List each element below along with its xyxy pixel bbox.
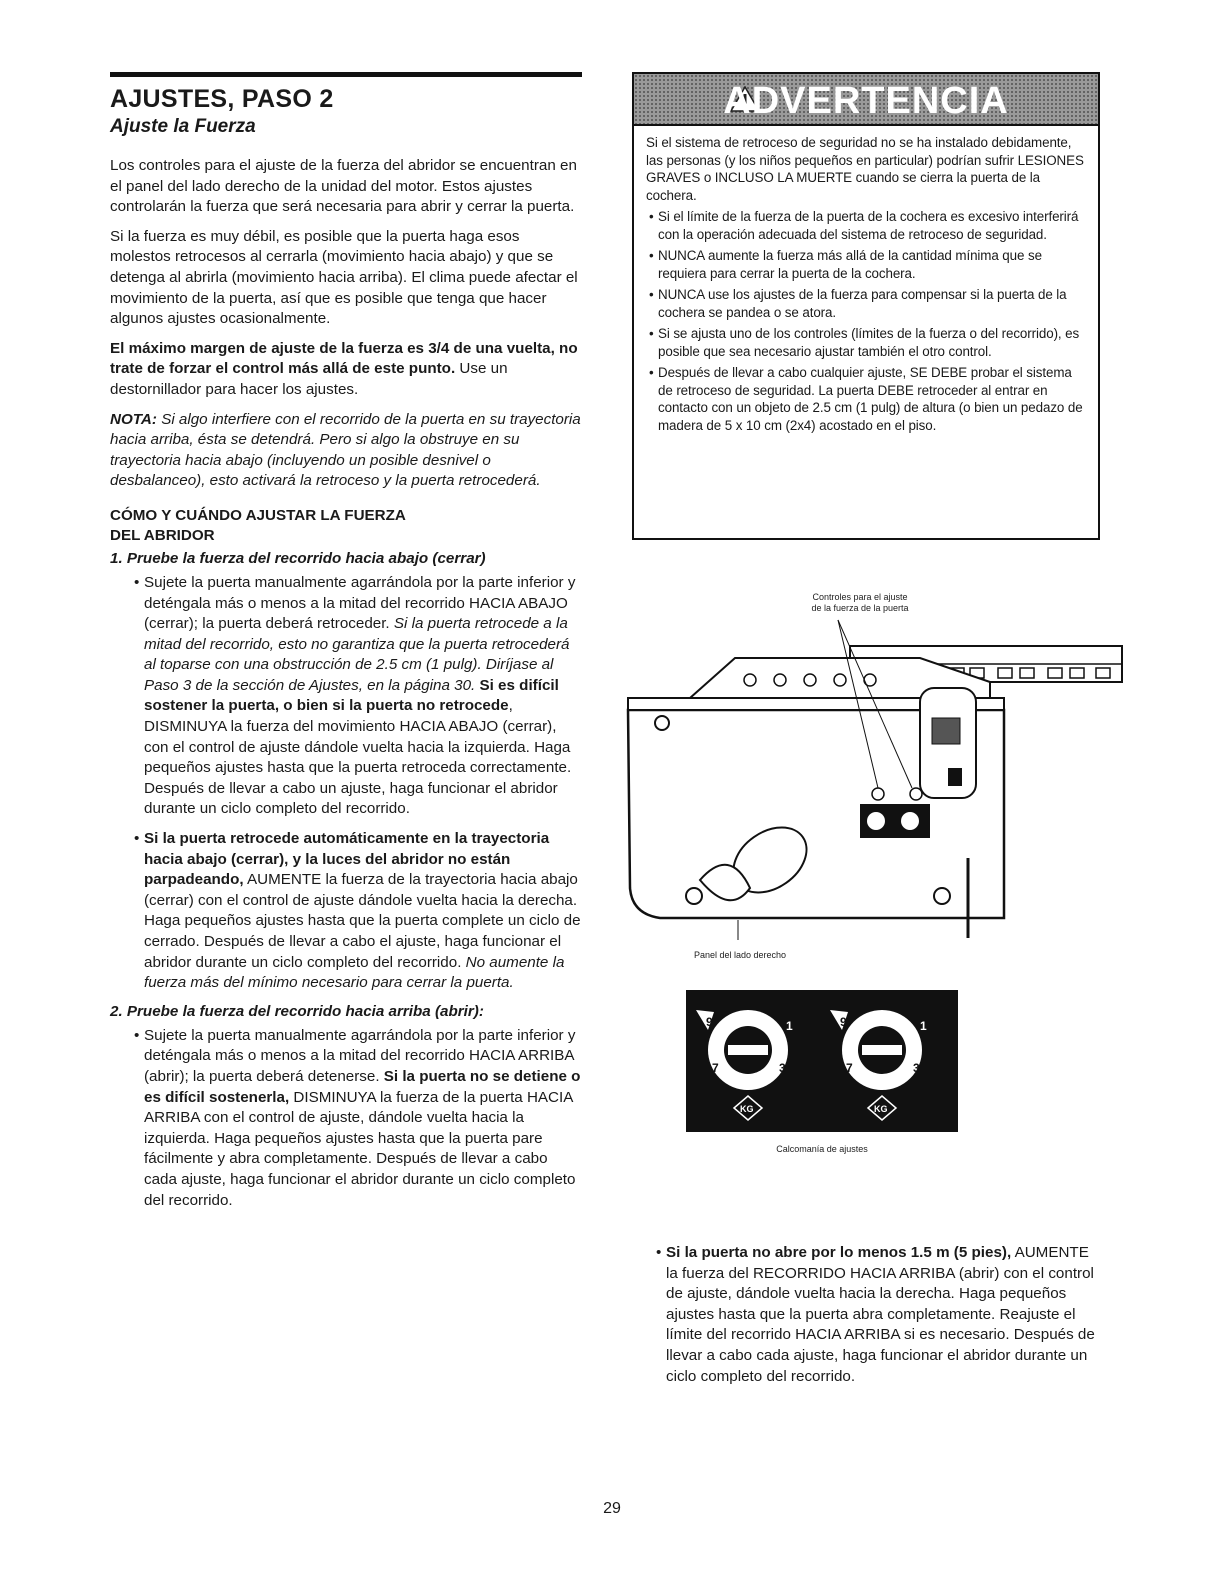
warning-banner (634, 74, 1098, 126)
bullet-text: Sujete la puerta manualmente agarrándola por la parte inferior y deténgala más o menos a la mitad del recorrido HACIA ARRIBA (abrir); la puerta deberá detenerse. (144, 1026, 576, 1085)
adjustment-decal-illustration (686, 990, 958, 1132)
dial-label: 9 (840, 1015, 847, 1029)
dial-label: 3 (913, 1061, 920, 1075)
note-paragraph (110, 410, 582, 492)
caption-line-1: Controles para el ajuste (812, 592, 908, 602)
figure-1-top-caption (770, 592, 950, 614)
section-heading (110, 506, 582, 546)
warning-title: ADVERTENCIA (723, 80, 1009, 122)
section-heading-line-1: CÓMO Y CUÁNDO AJUSTAR LA FUERZA (110, 506, 406, 524)
warning-item: • NUNCA use los ajustes de la fuerza para compensar si la puerta de la cochera se pandea o se atora. (658, 286, 1088, 321)
bullet-italic: Si la puerta retrocede a la mitad del recorrido, esto no garantiza que la puerta retrocederá al toparse con una obstrucción de 2.5 cm (1 pulg). Diríjase al Paso 3 de la sección de Ajustes, en la página 30. (144, 615, 570, 694)
step-1-heading: 1. Pruebe la fuerza del recorrido hacia abajo (cerrar) (110, 549, 486, 567)
warning-body (634, 126, 1098, 434)
list-item (144, 573, 582, 820)
bullet-bold: Si la puerta retrocede automáticamente en la trayectoria hacia abajo (cerrar), y la luces del abridor no están parpadeando, (144, 830, 550, 889)
warning-item: • Después de llevar a cabo cualquier ajuste, SE DEBE probar el sistema de retroceso de seguridad. La puerta DEBE retroceder al entrar en contacto con un objeto de 2.5 cm (1 pulg) de altura (o bien un pedazo de madera de 5 x 10 cm (2x4) acostado en el piso. (658, 364, 1088, 434)
note-label: NOTA: (110, 410, 157, 428)
intro-paragraph-1: Los controles para el ajuste de la fuerza del abridor se encuentran en el panel del lado derecho de la unidad del motor. Estos ajustes controlarán la fuerza que será necesaria para abrir y cerrar la puerta. (110, 157, 577, 216)
heading-rule (110, 72, 582, 77)
warning-list (646, 208, 1088, 434)
section-heading-line-2: DEL ABRIDOR (110, 526, 215, 544)
caption-line-2: de la fuerza de la puerta (811, 603, 909, 613)
dial-label: 5 (744, 1079, 751, 1093)
bullet-text: DISMINUYA la fuerza de la puerta HACIA ARRIBA con el control de ajuste, dándole vuelta hacia la izquierda. Haga pequeños ajustes hasta que la puerta pare fácilmente y abra completamente. Después de llevar a cabo cada ajuste, haga funcionar el abridor durante un ciclo completo del recorrido. (144, 1088, 576, 1209)
dial-label: 7 (846, 1061, 853, 1075)
right-column-text (650, 1243, 1100, 1396)
warning-box (632, 72, 1100, 540)
figure-1-bottom-caption: Panel del lado derecho (693, 950, 787, 960)
bullet-italic: No aumente la fuerza más del mínimo necesario para cerrar la puerta. (144, 953, 565, 992)
bullet-text: Sujete la puerta manualmente agarrándola por la parte inferior y deténgala más o menos a la mitad del recorrido HACIA ABAJO (cerrar); la puerta deberá retroceder. (144, 573, 576, 633)
bullet-bold: Si es difícil sostener la puerta, o bien si la puerta no retrocede (144, 676, 559, 715)
bullet-text: , DISMINUYA la fuerza del movimiento HACIA ABAJO (cerrar), con el control de ajuste dándole vuelta hacia la izquierda. Haga pequeños ajustes hasta que la puerta retroceda correctamente. Después de llevar a cabo un ajuste, haga funcionar el abridor durante un ciclo completo del recorrido. (144, 697, 572, 818)
dial-label: 9 (706, 1015, 713, 1029)
dial-label: 7 (712, 1061, 719, 1075)
list-item (666, 1243, 1100, 1387)
page-subtitle: Ajuste la Fuerza (110, 116, 256, 137)
left-column (110, 72, 582, 1220)
list-item (144, 829, 582, 994)
dial-label: 1 (786, 1019, 793, 1033)
page-title: AJUSTES, PASO 2 (110, 85, 334, 113)
step-2-heading: 2. Pruebe la fuerza del recorrido hacia arriba (abrir): (110, 1002, 484, 1020)
kg-label: KG (740, 1104, 754, 1114)
figure-2-caption: Calcomanía de ajustes (776, 1144, 868, 1154)
bullet-bold: Si la puerta no se detiene o es difícil sostenerla, (144, 1067, 581, 1106)
dial-label: 5 (878, 1079, 885, 1093)
list-item (144, 1026, 582, 1211)
max-adjust-bold: El máximo margen de ajuste de la fuerza es 3/4 de una vuelta, no trate de forzar el control más allá de este punto. (110, 339, 578, 378)
bullet-bold: Si la puerta no abre por lo menos 1.5 m (5 pies), (666, 1244, 1012, 1261)
step-2-list (110, 1026, 582, 1211)
max-adjust-rest: Use un destornillador para hacer los ajustes. (110, 360, 508, 398)
page-number: 29 (603, 1500, 621, 1517)
warning-intro: Si el sistema de retroceso de seguridad no se ha instalado debidamente, las personas (y los niños pequeños en particular) podrían sufrir LESIONES GRAVES o INCLUSO LA MUERTE cuando se cierra la puerta de la cochera. (646, 135, 1084, 203)
motor-unit-illustration (620, 618, 1124, 948)
bullet-text: AUMENTE la fuerza del RECORRIDO HACIA ARRIBA (abrir) con el control de ajuste, dándole vuelta hacia la derecha. Haga pequeños ajustes hasta que la puerta abra completamente. Reajuste el límite del recorrido HACIA ARRIBA si es necesario. Después de llevar a cabo cada ajuste, haga funcionar el abridor durante un ciclo completo del recorrido. (666, 1244, 1095, 1385)
warning-item: • Si el límite de la fuerza de la puerta de la cochera es excesivo interferirá con la operación adecuada del sistema de retroceso de seguridad. (658, 208, 1088, 243)
warning-item: • Si se ajusta uno de los controles (límites de la fuerza o del recorrido), es posible que sea necesario ajustar también el otro control. (658, 325, 1088, 360)
max-adjust-paragraph (110, 339, 582, 401)
dial-label: 3 (779, 1061, 786, 1075)
note-text: Si algo interfiere con el recorrido de la puerta en su trayectoria hacia arriba, ésta se detendrá. Pero si algo la obstruye en su trayectoria hacia abajo (incluyendo un posible desnivel o desbalanceo), esto activará la retroceso y la puerta retrocederá. (110, 410, 581, 490)
kg-label: KG (874, 1104, 888, 1114)
step-1-list (110, 573, 582, 994)
bullet-text: AUMENTE la fuerza de la trayectoria hacia abajo (cerrar) con el control de ajuste dándole vuelta hacia la derecha. Haga pequeños ajustes hasta que la puerta complete un ciclo de cerrado. Después de llevar a cabo el ajuste, haga funcionar el abridor durante un ciclo completo del recorrido. (144, 871, 581, 971)
intro-paragraph-2: Si la fuerza es muy débil, es posible que la puerta haga esos molestos retrocesos al cerrarla (movimiento hacia abajo) y que se detenga al abrirla (movimiento hacia arriba). El clima puede afectar el movimiento de la puerta, así que es posible que tenga que hacer algunos ajustes ocasionalmente. (110, 227, 578, 328)
warning-item: • NUNCA aumente la fuerza más allá de la cantidad mínima que se requiera para cerrar la puerta de la cochera. (658, 247, 1088, 282)
dial-label: 1 (920, 1019, 927, 1033)
step-2-list-continued (650, 1243, 1100, 1387)
